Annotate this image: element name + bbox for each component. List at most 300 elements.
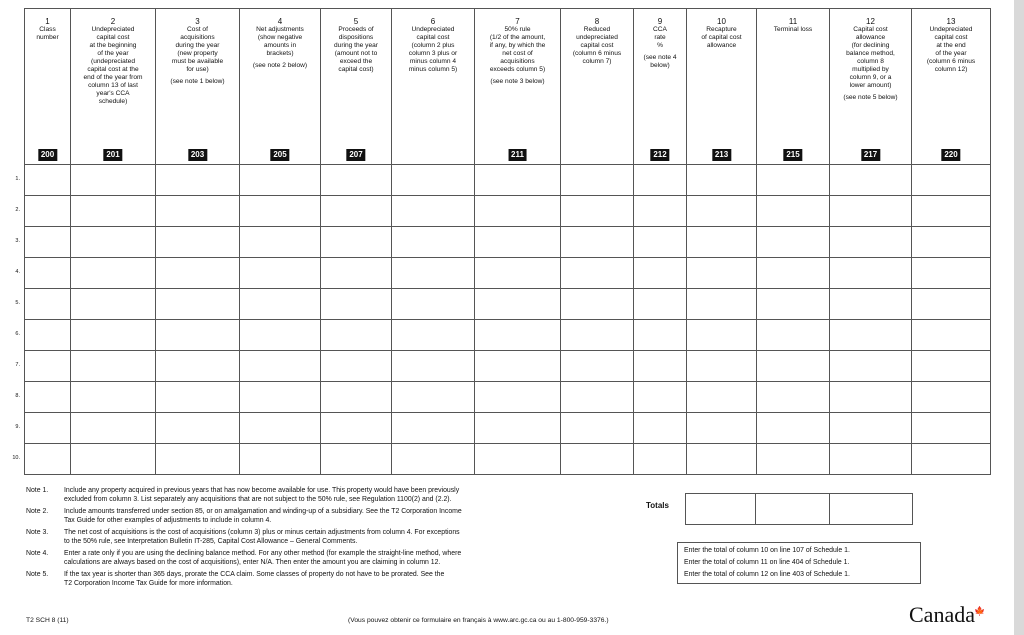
canada-wordmark-text: Canada: [909, 602, 975, 627]
entry-cell[interactable]: [830, 382, 912, 413]
entry-cell[interactable]: [561, 444, 634, 475]
note-line: Include amounts transferred under section 85, or on amalgamation and winding-up of a subsidiary. See the T2 Corporation Income: [64, 508, 462, 515]
entry-cell[interactable]: [156, 382, 240, 413]
entry-cell[interactable]: [757, 444, 830, 475]
entry-cell[interactable]: [240, 196, 321, 227]
row-number-list: [0, 164, 22, 474]
entry-cell[interactable]: [561, 320, 634, 351]
column-note-ref: (see note 5 below): [843, 94, 898, 101]
column-description-line: if any, by which the: [489, 42, 546, 49]
line-code-badge: 207: [346, 149, 365, 161]
entry-cell[interactable]: [156, 320, 240, 351]
column-description-line: number: [36, 34, 59, 41]
entry-cell[interactable]: [392, 196, 475, 227]
column-number: 9: [657, 17, 663, 26]
column-description-line: Cost of: [187, 26, 208, 33]
table-row: [25, 196, 991, 227]
entry-cell[interactable]: [687, 320, 757, 351]
totals-label: Totals: [646, 501, 669, 510]
entry-cell[interactable]: [25, 165, 71, 196]
column-number: 2: [110, 17, 116, 26]
column-description-line: Net adjustments: [256, 26, 304, 33]
column-header-row: [25, 9, 991, 165]
entry-cell[interactable]: [25, 413, 71, 444]
entry-cell[interactable]: [634, 444, 687, 475]
table-row: [25, 444, 991, 475]
column-description-line: schedule): [98, 98, 128, 105]
column-description-line: column 3 plus or: [408, 50, 458, 57]
column-description-line: (new property: [177, 50, 218, 57]
page-edge-shadow: [1014, 0, 1024, 635]
column-number: 11: [788, 17, 798, 26]
entry-cell[interactable]: [25, 227, 71, 258]
entry-cell[interactable]: [757, 382, 830, 413]
entry-cell[interactable]: [830, 227, 912, 258]
entry-cell[interactable]: [757, 320, 830, 351]
entry-cell[interactable]: [156, 227, 240, 258]
column-description-line: end of the year from: [83, 74, 143, 81]
note-label: Note 4.: [26, 550, 49, 557]
total-column-10-field[interactable]: [686, 494, 756, 524]
entry-cell[interactable]: [156, 258, 240, 289]
entry-cell[interactable]: [634, 289, 687, 320]
entry-cell[interactable]: [71, 289, 156, 320]
entry-cell[interactable]: [71, 165, 156, 196]
entry-cell[interactable]: [687, 413, 757, 444]
entry-cell[interactable]: [25, 444, 71, 475]
entry-cell[interactable]: [830, 413, 912, 444]
column-header-2: [71, 9, 156, 165]
entry-cell[interactable]: [687, 289, 757, 320]
table-row: [25, 165, 991, 196]
column-number: 13: [946, 17, 956, 26]
column-description-line: minus column 4: [409, 58, 457, 65]
column-note-ref: (see note 1 below): [170, 78, 225, 85]
entry-cell[interactable]: [634, 351, 687, 382]
column-description-line: Undepreciated: [929, 26, 973, 33]
entry-cell[interactable]: [392, 289, 475, 320]
note-label: Note 1.: [26, 487, 49, 494]
column-description-line: for use): [186, 66, 209, 73]
column-description-line: Reduced: [583, 26, 611, 33]
entry-cell[interactable]: [71, 413, 156, 444]
column-number: 5: [353, 17, 359, 26]
entry-cell[interactable]: [392, 382, 475, 413]
entry-cell[interactable]: [687, 227, 757, 258]
entry-cell[interactable]: [687, 165, 757, 196]
column-note-ref: (see note 3 below): [490, 78, 545, 85]
entry-cell[interactable]: [240, 444, 321, 475]
column-header-1: [25, 9, 71, 165]
column-description-line: during the year: [334, 42, 378, 49]
entry-cell[interactable]: [156, 196, 240, 227]
entry-cell[interactable]: [634, 413, 687, 444]
entry-cell[interactable]: [25, 196, 71, 227]
line-code-badge: 220: [941, 149, 960, 161]
row-number: 2.: [15, 207, 20, 213]
entry-cell[interactable]: [321, 227, 392, 258]
entry-cell[interactable]: [634, 165, 687, 196]
entry-cell[interactable]: [156, 444, 240, 475]
entry-cell[interactable]: [392, 165, 475, 196]
column-header-6: [392, 9, 475, 165]
entry-cell[interactable]: [321, 382, 392, 413]
entry-cell[interactable]: [240, 382, 321, 413]
entry-cell[interactable]: [634, 227, 687, 258]
column-description-line: column 13 of last: [88, 82, 138, 89]
entry-cell[interactable]: [240, 165, 321, 196]
entry-cell[interactable]: [321, 413, 392, 444]
entry-cell[interactable]: [912, 258, 991, 289]
note-line: The net cost of acquisitions is the cost of acquisitions (column 3) plus or minus certain adjustments from column 4. For exceptions: [64, 529, 460, 536]
entry-cell[interactable]: [392, 444, 475, 475]
total-column-11-field[interactable]: [756, 494, 830, 524]
canada-wordmark: [909, 602, 985, 628]
column-description-line: at the end: [936, 42, 966, 49]
row-number: 1.: [15, 176, 20, 182]
column-description-line: rate: [654, 34, 666, 41]
entry-cell[interactable]: [156, 165, 240, 196]
column-description-line: acquisitions: [180, 34, 215, 41]
entry-cell[interactable]: [912, 320, 991, 351]
entry-cell[interactable]: [475, 289, 561, 320]
column-description-line: must be available: [171, 58, 224, 65]
entry-cell[interactable]: [156, 351, 240, 382]
table-row: [25, 351, 991, 382]
entry-cell[interactable]: [392, 320, 475, 351]
line-code-badge: 212: [650, 149, 669, 161]
entry-cell[interactable]: [321, 196, 392, 227]
column-description-line: Undepreciated: [411, 26, 455, 33]
column-description-line: (1/2 of the amount,: [489, 34, 546, 41]
column-number: 3: [195, 17, 200, 26]
note-item: [26, 550, 606, 567]
entry-cell[interactable]: [156, 289, 240, 320]
entry-cell[interactable]: [830, 320, 912, 351]
column-description-line: undepreciated: [576, 34, 618, 41]
entry-cell[interactable]: [475, 444, 561, 475]
entry-cell[interactable]: [912, 413, 991, 444]
entry-cell[interactable]: [561, 165, 634, 196]
column-description-line: (show negative: [257, 34, 303, 41]
note-line: to the 50% rule, see Interpretation Bulletin IT-285, Capital Cost Allowance – General Comments.: [64, 537, 358, 545]
column-description-line: Class: [39, 26, 56, 33]
row-number: 7.: [15, 362, 20, 368]
column-number: 6: [430, 17, 436, 26]
entry-cell[interactable]: [912, 289, 991, 320]
flag-icon: 🍁: [973, 605, 986, 616]
note-label: Note 3.: [26, 529, 49, 536]
column-description-line: of the year: [97, 50, 129, 57]
entry-cell[interactable]: [912, 165, 991, 196]
line-code-badge: 217: [861, 149, 880, 161]
entry-cell[interactable]: [321, 351, 392, 382]
column-description-line: exceeds column 5): [489, 66, 546, 73]
entry-cell[interactable]: [392, 413, 475, 444]
line-code-badge: 205: [270, 149, 289, 161]
totals-instructions: [677, 542, 921, 584]
entry-cell[interactable]: [912, 196, 991, 227]
column-note-ref: (see note 2 below): [252, 62, 308, 69]
entry-cell[interactable]: [757, 351, 830, 382]
entry-cell[interactable]: [757, 165, 830, 196]
entry-cell[interactable]: [71, 382, 156, 413]
entry-cell[interactable]: [561, 258, 634, 289]
entry-cell[interactable]: [71, 444, 156, 475]
entry-cell[interactable]: [71, 227, 156, 258]
note-line: calculations are always based on the cost of acquisitions), enter N/A. Then enter the amount you are claiming in column 12.: [64, 558, 441, 566]
note-item: [26, 529, 606, 546]
column-header-8: [561, 9, 634, 165]
entry-cell[interactable]: [475, 165, 561, 196]
entry-cell[interactable]: [634, 382, 687, 413]
column-description-line: (column 6 minus: [572, 50, 622, 57]
entry-cell[interactable]: [687, 196, 757, 227]
entry-cell[interactable]: [757, 227, 830, 258]
entry-cell[interactable]: [687, 444, 757, 475]
note-item: [26, 508, 606, 525]
line-code-badge: 200: [38, 149, 57, 161]
table-body: [25, 165, 991, 475]
line-code-badge: 211: [508, 149, 527, 161]
column-description-line: capital cost: [96, 34, 130, 41]
entry-cell[interactable]: [561, 289, 634, 320]
note-line: Tax Guide for other examples of adjustments to include in column 4.: [64, 516, 272, 524]
column-number: 12: [866, 17, 875, 26]
table-row: [25, 227, 991, 258]
note-text: [64, 487, 606, 504]
column-description-line: exceed the: [339, 58, 373, 65]
entry-cell[interactable]: [321, 320, 392, 351]
entry-cell[interactable]: [687, 351, 757, 382]
column-description-line: Undepreciated: [91, 26, 135, 33]
column-description-line: Terminal loss: [773, 26, 813, 33]
column-description-line: 50% rule: [504, 26, 531, 33]
column-number: 10: [717, 17, 726, 26]
column-number: 8: [594, 17, 600, 26]
column-description-line: Recapture: [706, 26, 737, 33]
column-description-line: year's CCA: [96, 90, 130, 97]
entry-cell[interactable]: [321, 289, 392, 320]
cca-schedule-table: [24, 8, 991, 475]
column-description-line: during the year: [175, 42, 220, 49]
entry-cell[interactable]: [475, 320, 561, 351]
column-description-line: amounts in: [263, 42, 297, 49]
note-line: Enter a rate only if you are using the declining balance method. For any other method (for example the straight-line method, where: [64, 550, 462, 557]
entry-cell[interactable]: [321, 444, 392, 475]
entry-cell[interactable]: [475, 227, 561, 258]
entry-cell[interactable]: [830, 351, 912, 382]
entry-cell[interactable]: [757, 258, 830, 289]
entry-cell[interactable]: [25, 382, 71, 413]
entry-cell[interactable]: [156, 413, 240, 444]
instruction-line: Enter the total of column 12 on line 403 of Schedule 1.: [684, 571, 850, 578]
column-description-line: (column 2 plus: [411, 42, 455, 49]
entry-cell[interactable]: [757, 413, 830, 444]
row-number: 6.: [15, 331, 20, 337]
entry-cell[interactable]: [240, 289, 321, 320]
column-header-9: [634, 9, 687, 165]
entry-cell[interactable]: [25, 351, 71, 382]
table-row: [25, 413, 991, 444]
column-description-line: of the year: [935, 50, 967, 57]
column-description-line: %: [657, 42, 663, 49]
table-row: [25, 382, 991, 413]
entry-cell[interactable]: [240, 413, 321, 444]
column-header-4: [240, 9, 321, 165]
entry-cell[interactable]: [475, 258, 561, 289]
entry-cell[interactable]: [321, 165, 392, 196]
note-text: [64, 550, 606, 567]
entry-cell[interactable]: [830, 196, 912, 227]
line-code-badge: 203: [188, 149, 207, 161]
entry-cell[interactable]: [25, 289, 71, 320]
entry-cell[interactable]: [561, 413, 634, 444]
column-description-line: (for declining: [851, 42, 890, 49]
entry-cell[interactable]: [240, 227, 321, 258]
column-description-line: net cost of: [502, 50, 533, 57]
entry-cell[interactable]: [240, 258, 321, 289]
entry-cell[interactable]: [475, 413, 561, 444]
row-number: 5.: [15, 300, 20, 306]
column-description-line: multiplied by: [852, 66, 889, 73]
column-description-line: minus column 5): [408, 66, 458, 73]
entry-cell[interactable]: [240, 351, 321, 382]
column-header-7: [475, 9, 561, 165]
column-header-13: [912, 9, 991, 165]
column-description-line: balance method,: [846, 50, 895, 57]
row-number: 3.: [15, 238, 20, 244]
column-description-line: column 12): [934, 66, 968, 73]
note-line: Include any property acquired in previous years that has now become available for use. This property would have been previously: [64, 487, 460, 494]
column-header-11: [757, 9, 830, 165]
totals-boxes: [685, 493, 913, 525]
column-description-line: at the beginning: [89, 42, 137, 49]
column-description-line: allowance: [855, 34, 886, 41]
entry-cell[interactable]: [830, 165, 912, 196]
entry-cell[interactable]: [392, 258, 475, 289]
note-label: Note 2.: [26, 508, 49, 515]
note-item: [26, 571, 606, 588]
entry-cell[interactable]: [475, 351, 561, 382]
row-number: 9.: [15, 424, 20, 430]
entry-cell[interactable]: [757, 289, 830, 320]
table-row: [25, 258, 991, 289]
column-description-line: column 7): [582, 58, 612, 65]
entry-cell[interactable]: [475, 196, 561, 227]
entry-cell[interactable]: [561, 227, 634, 258]
note-text: [64, 571, 606, 588]
column-note-ref: (see note 4 below): [643, 54, 677, 69]
entry-cell[interactable]: [687, 382, 757, 413]
entry-cell[interactable]: [561, 351, 634, 382]
note-line: If the tax year is shorter than 365 days, prorate the CCA claim. Some classes of property do not have to be prorated. See the: [64, 571, 445, 578]
column-description-line: capital cost): [338, 66, 374, 73]
entry-cell[interactable]: [634, 258, 687, 289]
entry-cell[interactable]: [757, 196, 830, 227]
column-description-line: Capital cost: [853, 26, 888, 33]
entry-cell[interactable]: [392, 351, 475, 382]
column-description-line: capital cost: [934, 34, 968, 41]
entry-cell[interactable]: [687, 258, 757, 289]
column-number: 4: [277, 17, 283, 26]
column-description-line: (undepreciated: [91, 58, 135, 65]
column-header-5: [321, 9, 392, 165]
entry-cell[interactable]: [71, 258, 156, 289]
total-column-12-field[interactable]: [830, 494, 912, 524]
column-description-line: capital cost: [580, 42, 614, 49]
french-version-note: (Vous pouvez obtenir ce formulaire en français à www.arc.gc.ca ou au 1-800-959-3376.): [348, 617, 609, 624]
column-description-line: CCA: [653, 26, 667, 33]
column-description-line: dispositions: [338, 34, 374, 41]
row-number: 4.: [15, 269, 20, 275]
entry-cell[interactable]: [25, 258, 71, 289]
entry-cell[interactable]: [634, 320, 687, 351]
entry-cell[interactable]: [71, 320, 156, 351]
entry-cell[interactable]: [830, 444, 912, 475]
column-number: 7: [515, 17, 520, 26]
column-header-3: [156, 9, 240, 165]
entry-cell[interactable]: [830, 258, 912, 289]
entry-cell[interactable]: [912, 227, 991, 258]
instruction-line: Enter the total of column 11 on line 404 of Schedule 1.: [684, 559, 850, 566]
entry-cell[interactable]: [912, 351, 991, 382]
entry-cell[interactable]: [561, 196, 634, 227]
column-description-line: lower amount): [849, 82, 892, 89]
column-description-line: capital cost at the: [87, 66, 139, 73]
entry-cell[interactable]: [912, 444, 991, 475]
column-header-10: [687, 9, 757, 165]
column-description-line: capital cost: [416, 34, 450, 41]
column-description-line: allowance: [706, 42, 737, 49]
column-description-line: of capital cost: [701, 34, 742, 41]
line-code-badge: 213: [712, 149, 731, 161]
column-description-line: column 8: [857, 58, 884, 65]
column-description-line: (amount not to: [334, 50, 378, 57]
entry-cell[interactable]: [912, 382, 991, 413]
entry-cell[interactable]: [321, 258, 392, 289]
entry-cell[interactable]: [71, 196, 156, 227]
row-number: 10.: [12, 455, 20, 461]
note-label: Note 5.: [26, 571, 49, 578]
note-line: T2 Corporation Income Tax Guide for more information.: [64, 579, 233, 587]
note-text: [64, 508, 606, 525]
instruction-line: Enter the total of column 10 on line 107 of Schedule 1.: [684, 547, 850, 554]
entry-cell[interactable]: [634, 196, 687, 227]
notes-section: [26, 487, 606, 592]
entry-cell[interactable]: [561, 382, 634, 413]
form-identifier: T2 SCH 8 (11): [26, 617, 69, 624]
line-code-badge: 201: [103, 149, 122, 161]
table-row: [25, 320, 991, 351]
note-line: excluded from column 3. List separately any acquisitions that are not subject to the 50% rule, see Regulation 1100(2) and (2.2).: [64, 495, 452, 503]
entry-cell[interactable]: [25, 320, 71, 351]
column-number: 1: [45, 17, 50, 26]
column-description-line: column 9, or a: [849, 74, 892, 81]
column-description-line: acquisitions: [500, 58, 535, 65]
entry-cell[interactable]: [392, 227, 475, 258]
column-description-line: Proceeds of: [338, 26, 374, 33]
entry-cell[interactable]: [240, 320, 321, 351]
entry-cell[interactable]: [830, 289, 912, 320]
note-item: [26, 487, 606, 504]
entry-cell[interactable]: [71, 351, 156, 382]
column-header-12: [830, 9, 912, 165]
note-text: [64, 529, 606, 546]
entry-cell[interactable]: [475, 382, 561, 413]
row-number: 8.: [15, 393, 20, 399]
column-description-line: (column 6 minus: [926, 58, 976, 65]
